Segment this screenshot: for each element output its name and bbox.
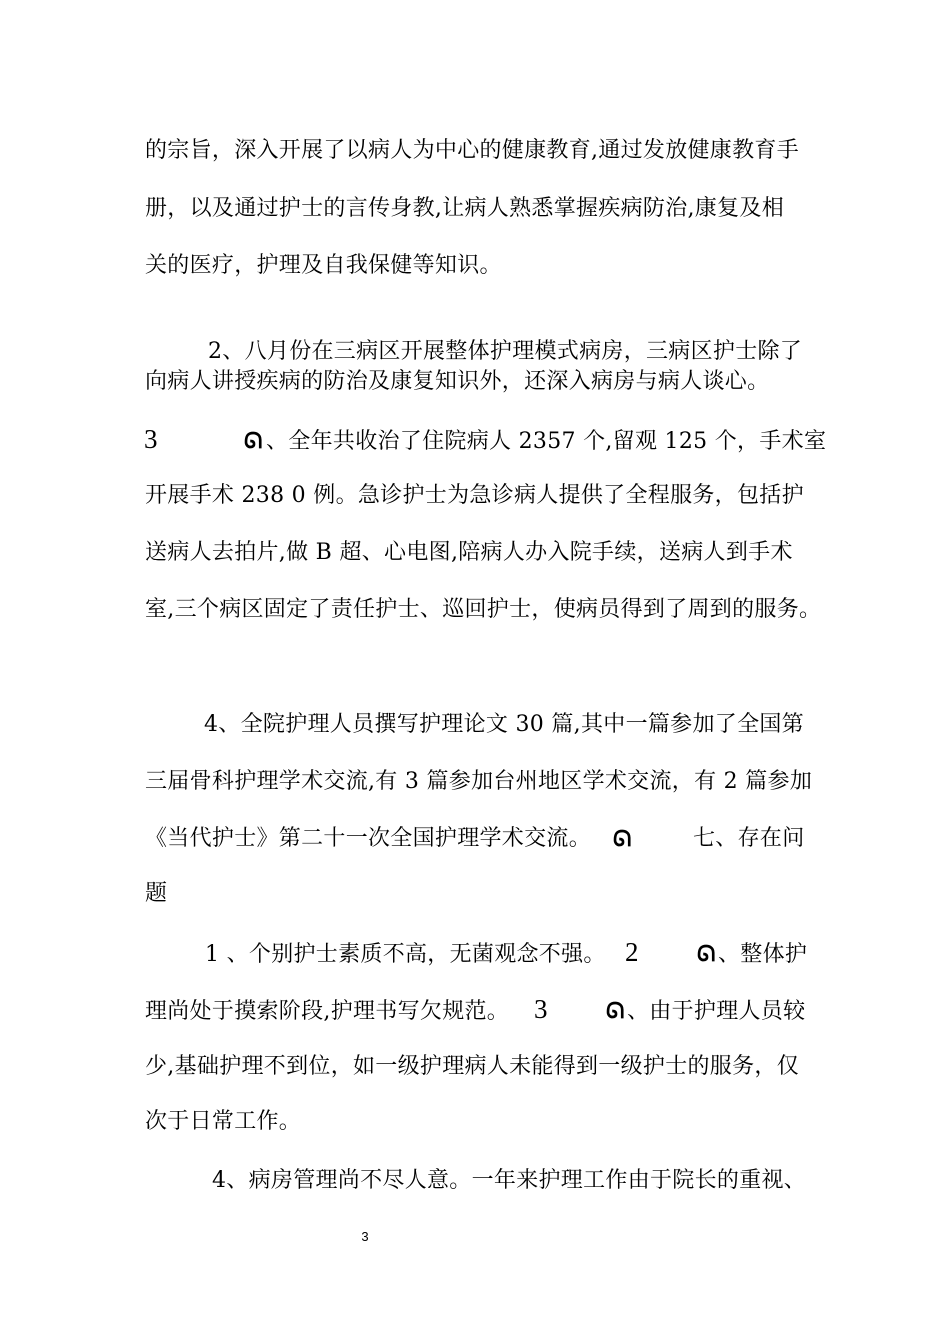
text-line: 册，以及通过护士的言传身教,让病人熟悉掌握疾病防治,康复及相: [145, 196, 784, 221]
text-line: 《当代护士》第二十一次全国护理学术交流。: [145, 826, 592, 851]
text-line: 、由于护理人员较: [627, 999, 806, 1024]
text-line: 少,基础护理不到位，如一级护理病人未能得到一级护士的服务，仅: [145, 1054, 799, 1079]
text-line: 关的医疗，护理及自我保健等知识。: [145, 253, 502, 278]
symbol-glyph-icon: ᘏ: [697, 942, 716, 967]
item-number: 3: [144, 424, 158, 454]
text-line: 、全年共收治了住院病人 2357 个,留观 125 个，手术室: [266, 429, 827, 454]
symbol-glyph-icon: ᘏ: [613, 827, 632, 852]
text-line: 的宗旨，深入开展了以病人为中心的健康教育,通过发放健康教育手: [145, 138, 799, 163]
text-line: 4、病房管理尚不尽人意。一年来护理工作由于院长的重视、: [212, 1168, 807, 1193]
text-line: 七、存在问: [693, 826, 805, 851]
item-number: 2: [625, 937, 639, 967]
symbol-glyph-icon: ᘏ: [244, 429, 263, 454]
text-line: 题: [145, 881, 168, 906]
text-line: 、整体护: [718, 942, 808, 967]
text-line: 4、全院护理人员撰写护理论文 30 篇,其中一篇参加了全国第: [204, 712, 804, 737]
text-line: 理尚处于摸索阶段,护理书写欠规范。: [145, 999, 510, 1024]
text-line: 三届骨科护理学术交流,有 3 篇参加台州地区学术交流，有 2 篇参加: [145, 769, 813, 794]
text-line: 2、八月份在三病区开展整体护理模式病房，三病区护士除了: [208, 339, 803, 364]
text-line: 送病人去拍片,做 B 超、心电图,陪病人办入院手续，送病人到手术: [145, 540, 793, 565]
item-number: 3: [534, 994, 548, 1024]
text-line: 次于日常工作。: [145, 1109, 302, 1134]
text-line: 开展手术 238 0 例。急诊护士为急诊病人提供了全程服务，包括护: [145, 483, 804, 508]
text-line: 1 、个别护士素质不高，无菌观念不强。: [205, 942, 606, 967]
symbol-glyph-icon: ᘏ: [606, 999, 625, 1024]
text-line: 向病人讲授疾病的防治及康复知识外，还深入病房与病人谈心。: [145, 369, 770, 394]
text-line: 室,三个病区固定了责任护士、巡回护士，使病员得到了周到的服务。: [145, 597, 822, 622]
page-number: 3: [361, 1229, 369, 1244]
